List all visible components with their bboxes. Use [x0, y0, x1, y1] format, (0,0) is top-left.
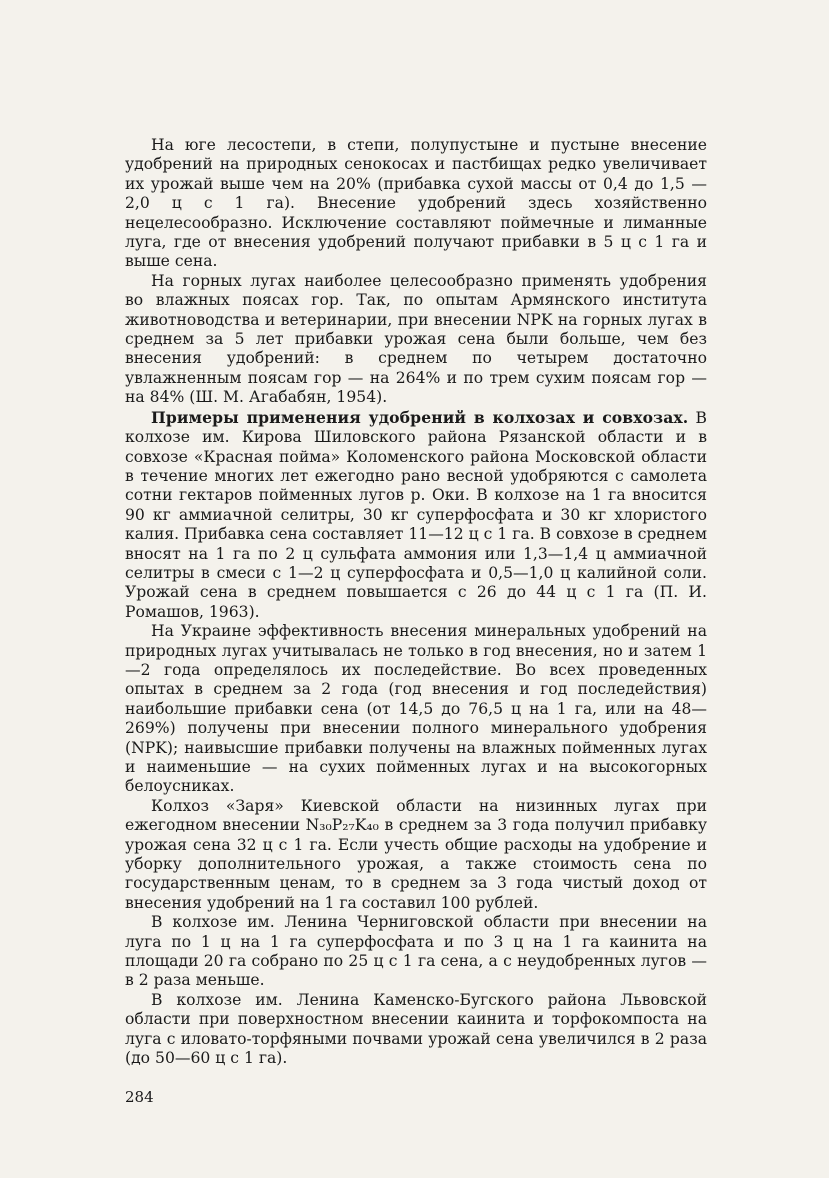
- heading-paragraph: [125, 408, 707, 622]
- page-text: [125, 136, 707, 1069]
- paragraph-text: В колхозе им. Кирова Шиловского района Рязанской области и в совхозе «Красная пойма» Коломенского района Московской области в течение многих лет ежегодно рано весной удобряются с самолета сотни гектаров пойменных лугов р. Оки. В колхозе на 1 га вносится 90 кг аммиачной селитры, 30 кг суперфосфата и 30 кг хлористого калия. Прибавка сена составляет 11—12 ц с 1 га. В совхозе в среднем вносят на 1 га по 2 ц сульфата аммония или 1,3—1,4 ц аммиачной селитры в смеси с 1—2 ц суперфосфата и 0,5—1,0 ц калийной соли. Урожай сена в среднем повышается с 26 до 44 ц с 1 га (П. И. Ромашов, 1963).: [125, 408, 707, 621]
- paragraph: На Украине эффективность внесения минеральных удобрений на природных лугах учитывалась не только в год внесения, но и затем 1—2 года определялось их последействие. Во всех проведенных опытах в среднем за 2 года (год внесения и год последействия) наибольшие прибавки сена (от 14,5 до 76,5 ц на 1 га, или на 48—269%) получены при внесении полного минерального удобрения (NPK); наивысшие прибавки получены на влажных пойменных лугах и наименьшие — на сухих пойменных лугах и на высокогорных белоусниках.: [125, 622, 707, 796]
- page-number: 284: [125, 1088, 154, 1106]
- paragraph: Колхоз «Заря» Киевской области на низинных лугах при ежегодном внесении N₃₀P₂₇K₄₀ в среднем за 3 года получил прибавку урожая сена 32 ц с 1 га. Если учесть общие расходы на удобрение и уборку дополнительного урожая, а также стоимость сена по государственным ценам, то в среднем за 3 года чистый доход от внесения удобрений на 1 га составил 100 рублей.: [125, 796, 707, 912]
- paragraph: На горных лугах наиболее целесообразно применять удобрения во влажных поясах гор. Так, по опытам Армянского института животноводства и ветеринарии, при внесении NPK на горных лугах в среднем за 5 лет прибавки урожая сена были больше, чем без внесения удобрений: в среднем по четырем достаточно увлажненным поясам гор — на 264% и по трем сухим поясам гор — на 84% (Ш. М. Агабабян, 1954).: [125, 271, 707, 407]
- paragraph: В колхозе им. Ленина Каменско-Бугского района Львовской области при поверхностном внесении каинита и торфокомпоста на луга с иловато-торфяными почвами урожай сена увеличился в 2 раза (до 50—60 ц с 1 га).: [125, 990, 707, 1068]
- paragraph: В колхозе им. Ленина Черниговской области при внесении на луга по 1 ц на 1 га суперфосфата и по 3 ц на 1 га каинита на площади 20 га собрано по 25 ц с 1 га сена, а с неудобренных лугов — в 2 раза меньше.: [125, 913, 707, 990]
- paragraph: На юге лесостепи, в степи, полупустыне и пустыне внесение удобрений на природных сенокосах и пастбищах редко увеличивает их урожай выше чем на 20% (прибавка сухой массы от 0,4 до 1,5 — 2,0 ц с 1 га). Внесение удобрений здесь хозяйственно нецелесообразно. Исключение составляют поймечные и лиманные луга, где от внесения удобрений получают прибавки в 5 ц с 1 га и выше сена.: [125, 136, 707, 271]
- section-heading: Примеры применения удобрений в колхозах и совхозах.: [151, 407, 689, 427]
